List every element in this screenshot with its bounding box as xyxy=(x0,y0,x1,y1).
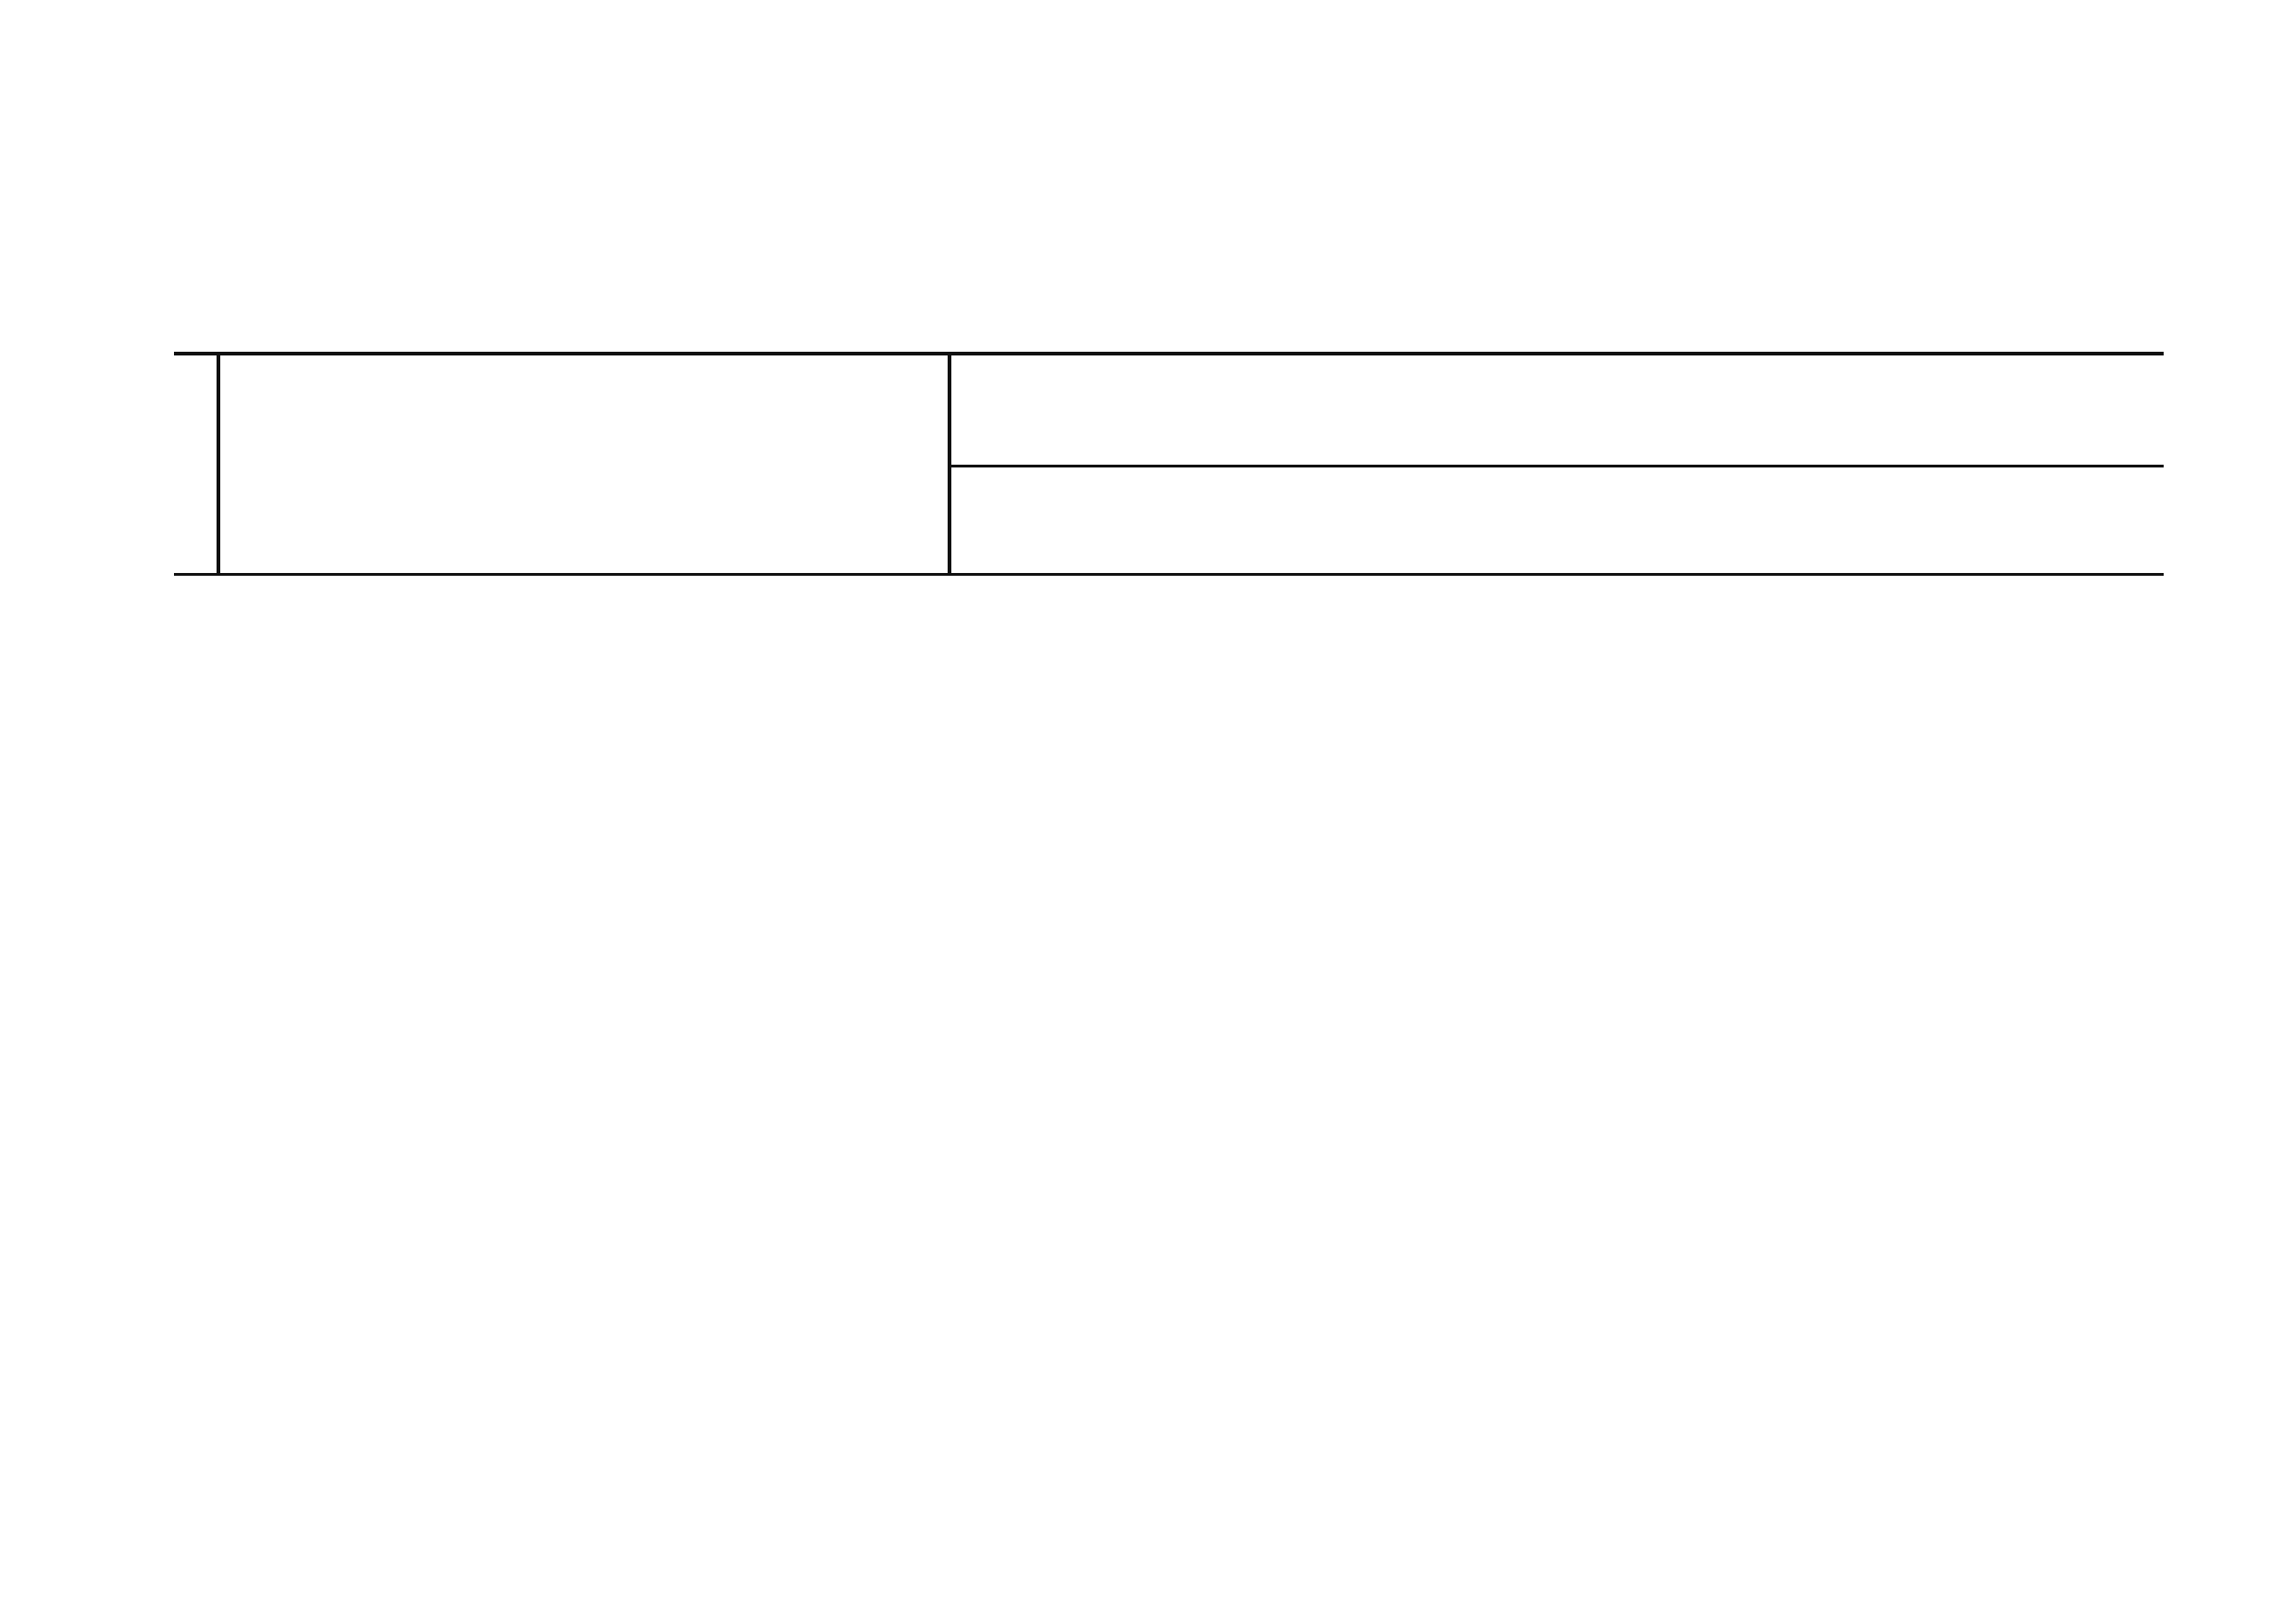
header-operation xyxy=(218,354,949,575)
norms-table xyxy=(174,352,2164,576)
header-area xyxy=(949,354,2164,466)
header-row-number xyxy=(174,354,218,575)
header-time-per-m2 xyxy=(949,466,2164,574)
